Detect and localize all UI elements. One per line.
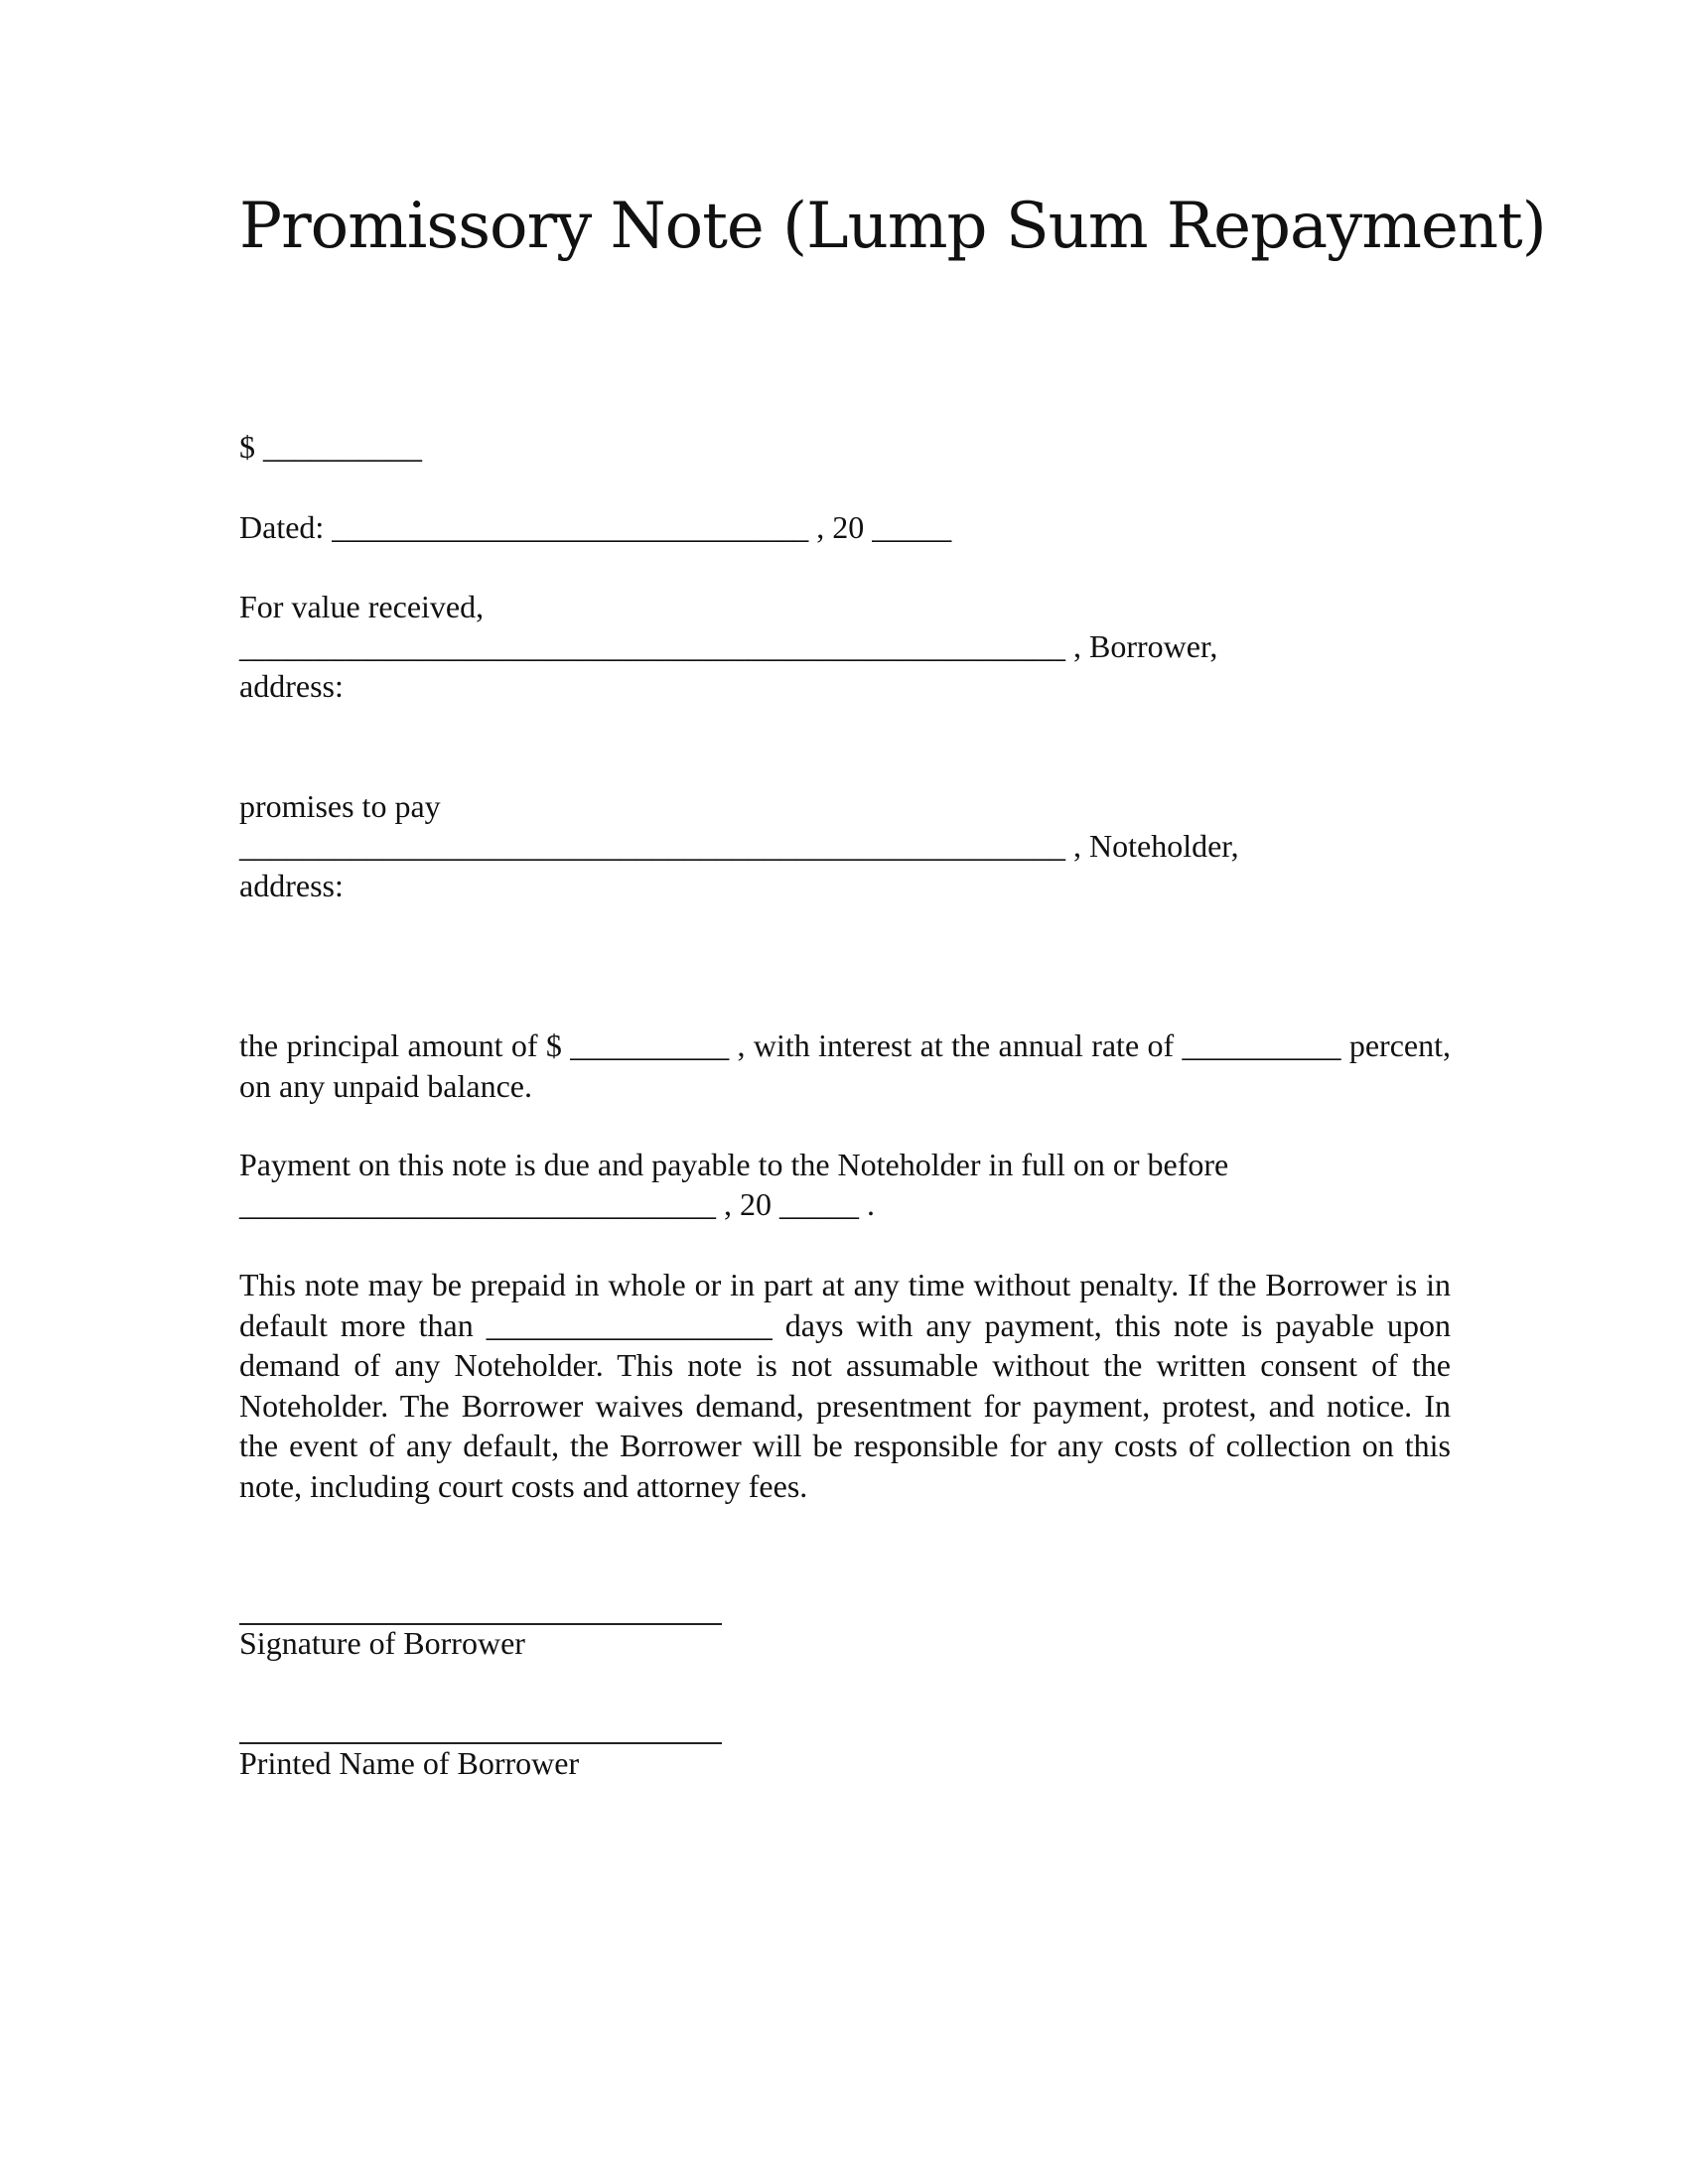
noteholder-intro: promises to pay (239, 788, 441, 824)
signature-label: Signature of Borrower (239, 1625, 525, 1661)
printed-name-label: Printed Name of Borrower (239, 1745, 580, 1781)
noteholder-blank-line: ____________________________________________________ , Noteholder, (239, 828, 1239, 864)
borrower-address-label: address: (239, 668, 344, 704)
payment-due-line: Payment on this note is due and payable to the Noteholder in full on or before (239, 1147, 1229, 1182)
dated-line: Dated: ______________________________ , 20 _____ (239, 509, 952, 545)
borrower-blank-line: ____________________________________________________ , Borrower, (239, 628, 1218, 664)
borrower-intro: For value received, (239, 589, 485, 624)
principal-paragraph: the principal amount of $ __________ , with interest at the annual rate of __________ percent, on any unpaid balance. (239, 1027, 1451, 1104)
payment-date-line: ______________________________ , 20 _____ . (239, 1186, 875, 1222)
noteholder-address-label: address: (239, 868, 344, 903)
terms-paragraph: This note may be prepaid in whole or in part at any time without penalty. If the Borrower is in default more than __________________ days with any payment, this note is payable upon demand of any Noteholder. This note is not assumable without the written consent of the Noteholder. The Borrower waives demand, presentment for payment, protest, and notice. In the event of any default, the Borrower will be responsible for any costs of collection on this note, including court costs and attorney fees. (239, 1267, 1451, 1504)
document-title: Promissory Note (Lump Sum Repayment) (239, 190, 1546, 263)
amount-line: $ __________ (239, 429, 422, 465)
